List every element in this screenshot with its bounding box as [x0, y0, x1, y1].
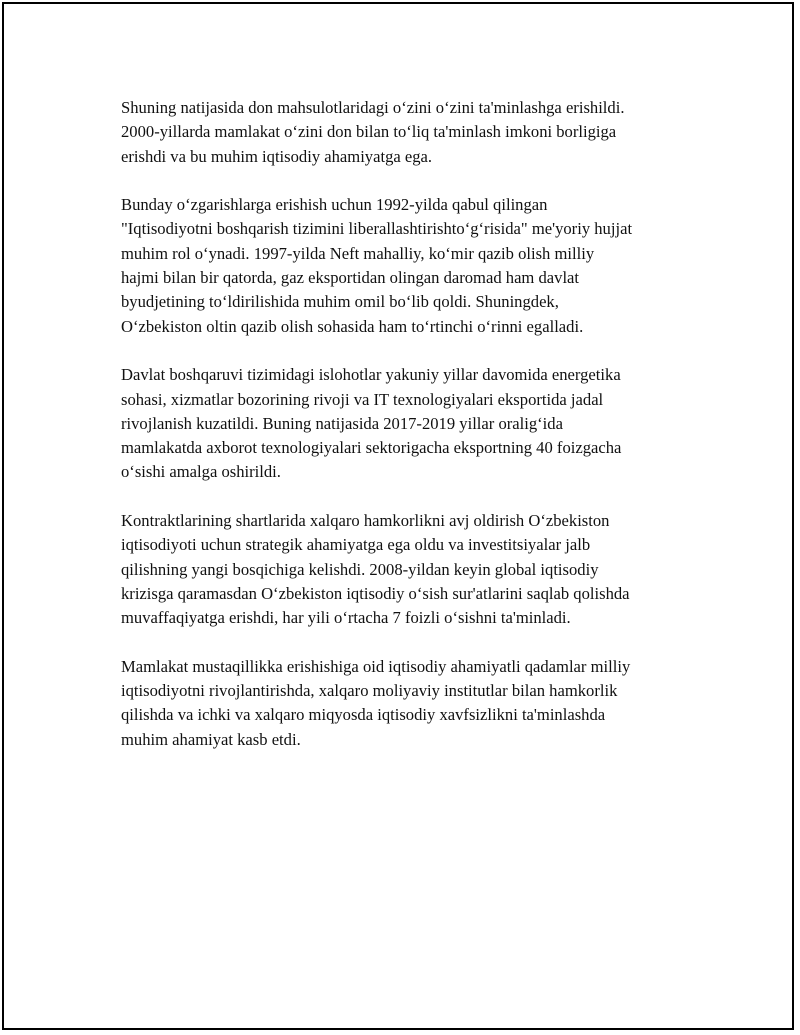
paragraph-3 [121, 363, 696, 484]
paragraph-5 [121, 655, 696, 752]
text-line: o‘sishi amalga oshirildi. [121, 462, 281, 482]
text-line: muhim rol o‘ynadi. 1997-yilda Neft mahalliy, ko‘mir qazib olish milliy [121, 243, 595, 263]
text-line: rivojlanish kuzatildi. Buning natijasida 2017-2019 yillar oralig‘ida [121, 413, 563, 433]
text-line: iqtisodiyoti uchun strategik ahamiyatga ega oldu va investitsiyalar jalb [121, 535, 591, 555]
text-line: Davlat boshqaruvi tizimidagi islohotlar yakuniy yillar davomida energetika [121, 365, 621, 385]
text-line: byudjetining to‘ldirilishida muhim omil bo‘lib qoldi. Shuningdek, [121, 292, 559, 312]
text-line: Kontraktlarining shartlarida xalqaro hamkorlikni avj oldirish O‘zbekiston [121, 511, 610, 531]
text-line: hajmi bilan bir qatorda, gaz eksportidan olingan daromad ham davlat [121, 268, 580, 288]
paragraph-4 [121, 509, 696, 630]
text-line: Mamlakat mustaqillikka erishishiga oid iqtisodiy ahamiyatli qadamlar milliy [121, 656, 631, 676]
text-line: 2000-yillarda mamlakat o‘zini don bilan to‘liq ta'minlash imkoni borligiga [121, 122, 617, 142]
text-line: qilishda va ichki va xalqaro miqyosda iqtisodiy xavfsizlikni ta'minlashda [121, 705, 606, 725]
paragraph-1 [121, 96, 696, 169]
page-frame [2, 2, 794, 1030]
text-line: sohasi, xizmatlar bozorining rivoji va IT texnologiyalari eksportida jadal [121, 389, 604, 409]
paragraph-2 [121, 193, 696, 339]
text-line: qilishning yangi bosqichiga kelishdi. 2008-yildan keyin global iqtisodiy [121, 559, 599, 579]
document-body [121, 96, 696, 776]
text-line: muvaffaqiyatga erishdi, har yili o‘rtacha 7 foizli o‘sishni ta'minladi. [121, 608, 571, 628]
text-line: erishdi va bu muhim iqtisodiy ahamiyatga ega. [121, 146, 433, 166]
text-line: O‘zbekiston oltin qazib olish sohasida ham to‘rtinchi o‘rinni egalladi. [121, 316, 584, 336]
text-line: Bunday o‘zgarishlarga erishish uchun 1992-yilda qabul qilingan [121, 195, 548, 215]
text-line: "Iqtisodiyotni boshqarish tizimini liberallashtirishto‘g‘risida" me'yoriy hujjat [121, 219, 633, 239]
text-line: mamlakatda axborot texnologiyalari sektorigacha eksportning 40 foizgacha [121, 438, 622, 458]
text-line: muhim ahamiyat kasb etdi. [121, 729, 301, 749]
text-line: iqtisodiyotni rivojlantirishda, xalqaro moliyaviy institutlar bilan hamkorlik [121, 681, 618, 701]
text-line: krizisga qaramasdan O‘zbekiston iqtisodiy o‘sish sur'atlarini saqlab qolishda [121, 583, 630, 603]
text-line: Shuning natijasida don mahsulotlaridagi o‘zini o‘zini ta'minlashga erishildi. [121, 98, 625, 117]
